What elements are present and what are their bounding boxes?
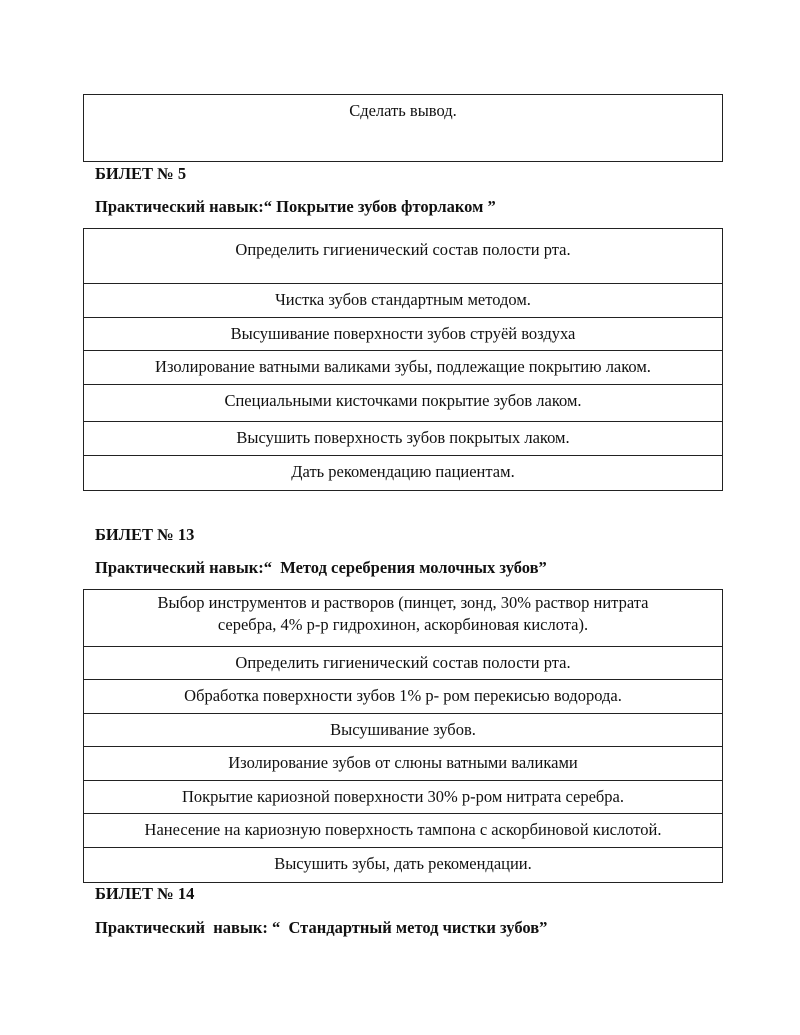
table-row [84, 284, 723, 318]
step-cell: Определить гигиенический состав полости рта. [84, 229, 723, 284]
table-row [84, 385, 723, 422]
table-row [84, 590, 723, 647]
step-cell: Обработка поверхности зубов 1% р- ром перекисью водорода. [84, 680, 723, 714]
ticket-13-steps-table [83, 589, 723, 883]
table-row [84, 647, 723, 680]
ticket-5-steps-table [83, 228, 723, 491]
table-row [84, 814, 723, 848]
table-row [84, 781, 723, 814]
step-cell: Высушить зубы, дать рекомендации. [84, 848, 723, 883]
step-cell: Изолирование зубов от слюны ватными валиками [84, 747, 723, 781]
step-cell: Выбор инструментов и растворов (пинцет, зонд, 30% раствор нитрата серебра, 4% р-р гидрохинон, аскорбиновая кислота). [84, 590, 723, 647]
ticket-13-title: БИЛЕТ № 13 [95, 525, 195, 544]
ticket-5-title: БИЛЕТ № 5 [95, 164, 187, 183]
table-row [84, 351, 723, 385]
table-row [84, 318, 723, 351]
table-row [84, 714, 723, 747]
top-steps-table [83, 94, 723, 162]
step-cell: Высушивание поверхности зубов струёй воздуха [84, 318, 723, 351]
table-row [84, 422, 723, 456]
ticket-5-skill: Практический навык:“ Покрытие зубов фторлаком ” [95, 197, 496, 216]
table-row [84, 848, 723, 883]
ticket-14-skill: Практический навык: “ Стандартный метод чистки зубов” [95, 918, 548, 937]
step-cell: Высушить поверхность зубов покрытых лаком. [84, 422, 723, 456]
ticket-13-skill: Практический навык:“ Метод серебрения молочных зубов” [95, 558, 547, 577]
table-row [84, 95, 723, 162]
table-row [84, 456, 723, 491]
ticket-14-title: БИЛЕТ № 14 [95, 884, 195, 903]
step-cell: Покрытие кариозной поверхности 30% р-ром нитрата серебра. [84, 781, 723, 814]
table-row [84, 680, 723, 714]
step-cell: Нанесение на кариозную поверхность тампона с аскорбиновой кислотой. [84, 814, 723, 848]
step-cell: Специальными кисточками покрытие зубов лаком. [84, 385, 723, 422]
step-cell: Чистка зубов стандартным методом. [84, 284, 723, 318]
step-cell: Высушивание зубов. [84, 714, 723, 747]
step-cell: Изолирование ватными валиками зубы, подлежащие покрытию лаком. [84, 351, 723, 385]
step-cell: Определить гигиенический состав полости рта. [84, 647, 723, 680]
table-row [84, 229, 723, 284]
step-cell: Дать рекомендацию пациентам. [84, 456, 723, 491]
table-row [84, 747, 723, 781]
step-cell: Сделать вывод. [84, 95, 723, 162]
